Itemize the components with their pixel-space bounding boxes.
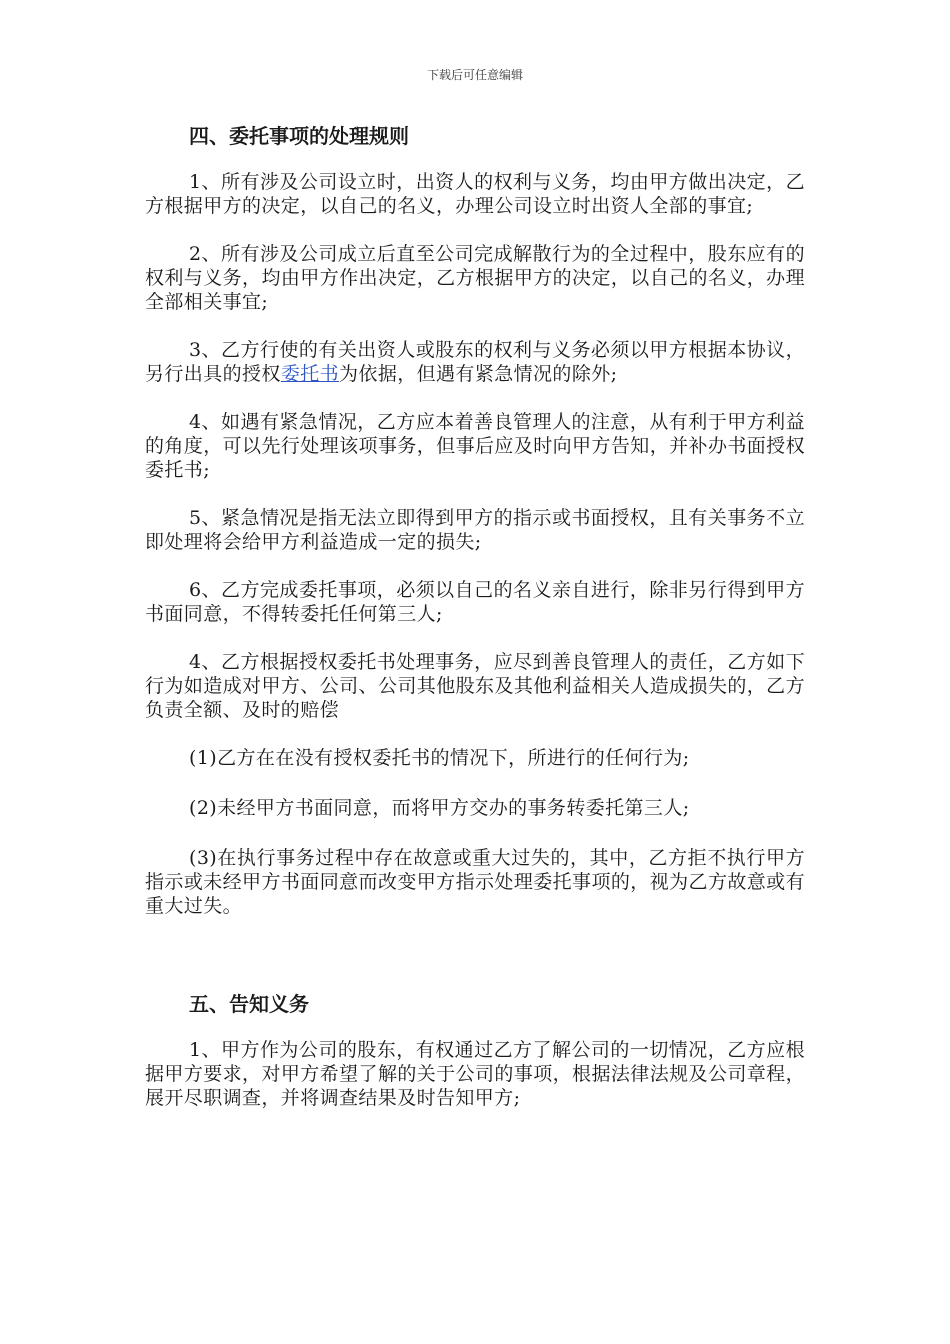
document-body — [145, 122, 805, 1134]
paragraph-3-text-after: 为依据，但遇有紧急情况的除外; — [339, 363, 618, 385]
power-of-attorney-link[interactable]: 委托书 — [280, 363, 340, 385]
section-4-paragraph-2: 2、所有涉及公司成立后直至公司完成解散行为的全过程中，股东应有的权利与义务，均由甲方作出决定，乙方根据甲方的决定，以自己的名义，办理全部相关事宜; — [145, 243, 805, 313]
section-4-paragraph-7: 4、乙方根据授权委托书处理事务，应尽到善良管理人的责任，乙方如下行为如造成对甲方、公司、公司其他股东及其他利益相关人造成损失的，乙方负责全额、及时的赔偿 — [145, 651, 805, 721]
section-4-paragraph-3 — [145, 338, 805, 386]
section-4-paragraph-1: 1、所有涉及公司设立时，出资人的权利与义务，均由甲方做出决定，乙方根据甲方的决定，以自己的名义，办理公司设立时出资人全部的事宜; — [145, 171, 805, 217]
section-4-title: 四、委托事项的处理规则 — [189, 124, 409, 148]
section-4-subitem-2: (2)未经甲方书面同意，而将甲方交办的事务转委托第三人; — [189, 797, 690, 819]
section-5-title: 五、告知义务 — [189, 992, 309, 1016]
section-4-subitem-1: (1)乙方在在没有授权委托书的情况下，所进行的任何行为; — [189, 747, 690, 769]
section-5-paragraph-1: 1、甲方作为公司的股东，有权通过乙方了解公司的一切情况，乙方应根据甲方要求，对甲方希望了解的关于公司的事项，根据法律法规及公司章程，展开尽职调查，并将调查结果及时告知甲方; — [145, 1039, 805, 1109]
paragraph-3-text-before: 3、乙方行使的有关出资人或股东的权利与义务必须以甲方根据本协议，另行出具的授权 — [145, 339, 805, 385]
section-4-paragraph-6: 6、乙方完成委托事项，必须以自己的名义亲自进行，除非另行得到甲方书面同意，不得转委托任何第三人; — [145, 579, 805, 625]
section-spacer — [145, 942, 805, 990]
header-note: 下载后可任意编辑 — [426, 68, 523, 82]
section-4-paragraph-4: 4、如遇有紧急情况，乙方应本着善良管理人的注意，从有利于甲方利益的角度，可以先行处理该项事务，但事后应及时向甲方告知，并补办书面授权委托书; — [145, 411, 805, 481]
section-4-paragraph-5: 5、紧急情况是指无法立即得到甲方的指示或书面授权，且有关事务不立即处理将会给甲方利益造成一定的损失; — [145, 507, 805, 553]
section-4-subitem-3: (3)在执行事务过程中存在故意或重大过失的，其中，乙方拒不执行甲方指示或未经甲方书面同意而改变甲方指示处理委托事项的，视为乙方故意或有重大过失。 — [145, 847, 805, 917]
